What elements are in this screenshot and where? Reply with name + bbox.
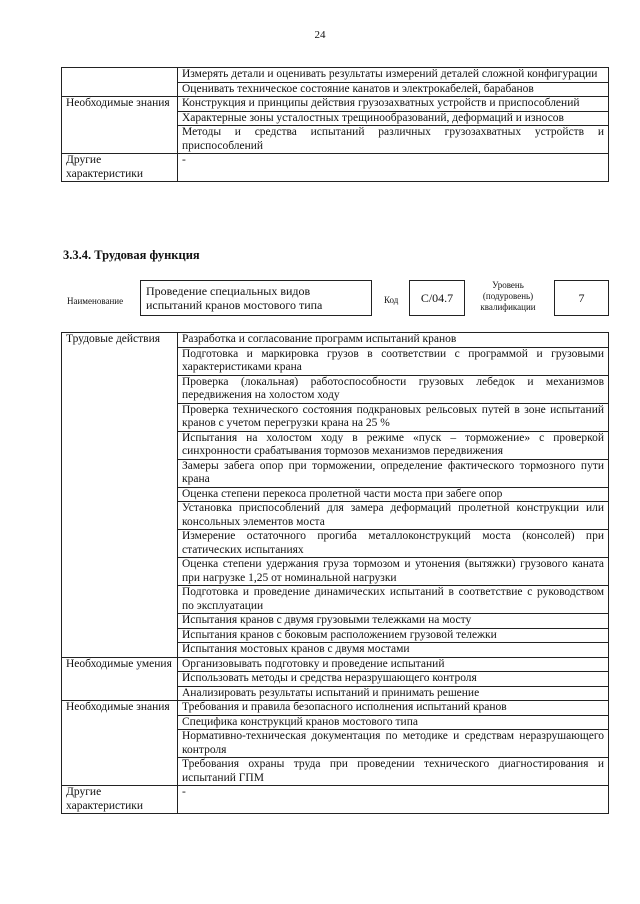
labor-function-table (61, 332, 609, 814)
code-box: C/04.7 (409, 280, 465, 316)
table-row (62, 97, 609, 112)
row-item-text: Анализировать результаты испытаний и принимать решение (178, 686, 609, 701)
row-item-text: Характерные зоны усталостных трещинообразований, деформаций и износов (178, 111, 609, 126)
row-item-text: - (178, 154, 609, 182)
row-item-text: Нормативно-техническая документация по методике и средствам неразрушающего контроля (178, 730, 609, 758)
row-item-text: Требования и правила безопасного исполнения испытаний кранов (178, 701, 609, 716)
row-item-text: Оценка степени удержания груза тормозом и утонения (вытяжки) грузового каната при нагрузке 1,25 от номинальной нагрузки (178, 558, 609, 586)
row-group-label: Необходимые знания (62, 701, 178, 786)
section-title: 3.3.4. Трудовая функция (63, 248, 200, 262)
row-group-label: Другие характеристики (62, 154, 178, 182)
row-group-label: Другие характеристики (62, 786, 178, 814)
code-label: Код (384, 295, 399, 305)
table-row (62, 154, 609, 182)
row-item-text: Организовывать подготовку и проведение испытаний (178, 657, 609, 672)
row-item-text: Испытания кранов с боковым расположением грузовой тележки (178, 628, 609, 643)
row-item-text: Измерение остаточного прогиба металлоконструкций моста (консолей) при статических испытаниях (178, 530, 609, 558)
table-row (62, 333, 609, 348)
table-row (62, 701, 609, 716)
row-item-text: Специфика конструкций кранов мостового типа (178, 715, 609, 730)
name-label: Наименование (67, 296, 124, 306)
skills-knowledge-table-continued (61, 67, 609, 182)
row-item-text: Конструкция и принципы действия грузозахватных устройств и приспособлений (178, 97, 609, 112)
row-item-text: Проверка (локальная) работоспособности грузовых лебедок и механизмов передвижения на холостом ходу (178, 375, 609, 403)
row-item-text: Установка приспособлений для замера деформаций пролетной конструкции или консольных элементов моста (178, 502, 609, 530)
row-item-text: Подготовка и проведение динамических испытаний в соответствие с руководством по эксплуатации (178, 586, 609, 614)
function-header (61, 280, 609, 320)
function-name-box: Проведение специальных видов испытаний кранов мостового типа (140, 280, 372, 316)
row-item-text: Измерять детали и оценивать результаты измерений деталей сложной конфигурации (178, 68, 609, 83)
level-label: Уровень (подуровень) квалификации (480, 280, 536, 312)
level-box: 7 (554, 280, 609, 316)
table-row (62, 786, 609, 814)
row-item-text: Разработка и согласование программ испытаний кранов (178, 333, 609, 348)
row-group-label: Необходимые знания (62, 97, 178, 154)
row-item-text: Испытания на холостом ходу в режиме «пуск – торможение» с проверкой синхронности срабатывания тормозов механизмов передвижения (178, 431, 609, 459)
row-group-label: Трудовые действия (62, 333, 178, 658)
row-item-text: Требования охраны труда при проведении технического диагностирования и испытаний ГПМ (178, 758, 609, 786)
row-item-text: Оценка степени перекоса пролетной части моста при забеге опор (178, 487, 609, 502)
row-item-text: Подготовка и маркировка грузов в соответствии с программой и грузовыми характеристиками крана (178, 347, 609, 375)
table-row (62, 68, 609, 83)
row-item-text: Замеры забега опор при торможении, определение фактического тормозного пути крана (178, 459, 609, 487)
table-row (62, 657, 609, 672)
row-item-text: Методы и средства испытаний различных грузозахватных устройств и приспособлений (178, 126, 609, 154)
row-group-label: Необходимые умения (62, 657, 178, 701)
row-item-text: - (178, 786, 609, 814)
row-item-text: Использовать методы и средства неразрушающего контроля (178, 672, 609, 687)
row-item-text: Испытания кранов с двумя грузовыми тележками на мосту (178, 614, 609, 629)
row-group-label (62, 68, 178, 97)
page-number: 24 (314, 29, 326, 41)
row-item-text: Проверка технического состояния подкрановых рельсовых путей в зоне испытаний кранов с учетом перегрузки крана на 25 % (178, 403, 609, 431)
row-item-text: Испытания мостовых кранов с двумя мостами (178, 643, 609, 658)
row-item-text: Оценивать техническое состояние канатов и электрокабелей, барабанов (178, 82, 609, 97)
